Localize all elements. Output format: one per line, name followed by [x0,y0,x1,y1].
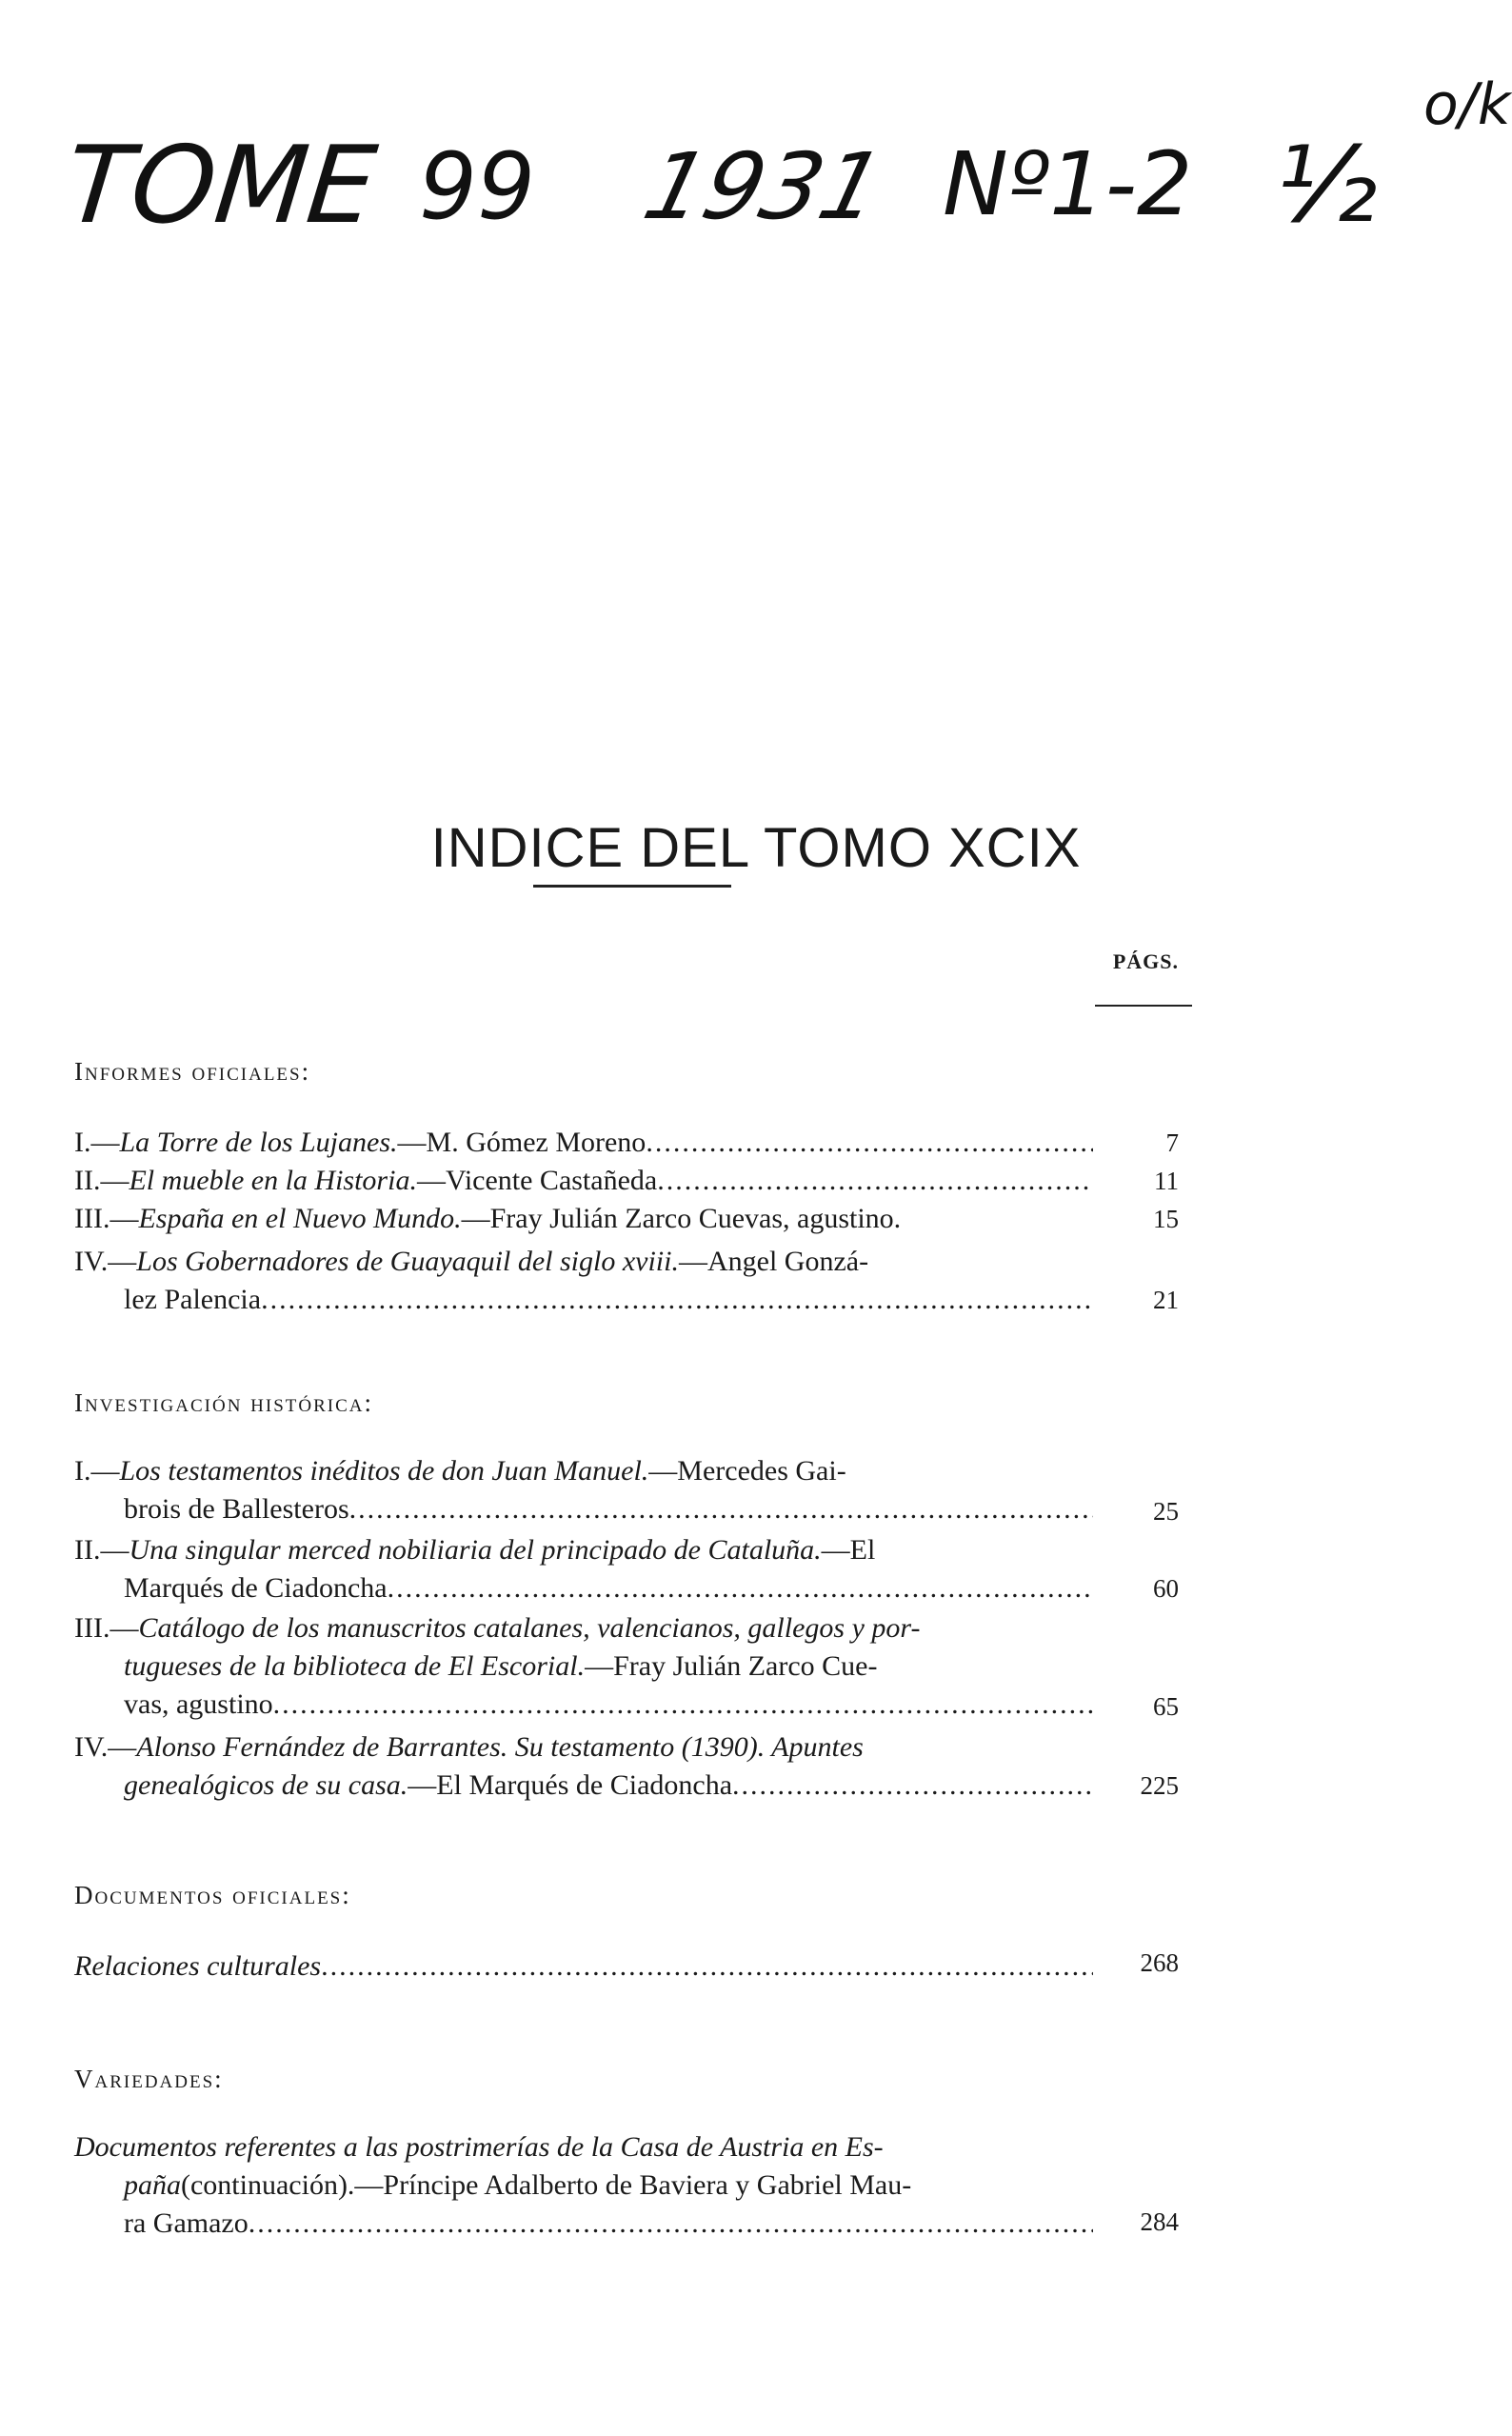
toc-entry: Relaciones culturales ..... 268 [74,1947,1179,1986]
toc-entry: Documentos referentes a las postrimerías de la Casa de Austria en Es- paña (continuación).—Príncipe Adalberto de Baviera y Gabriel Mau- ra Gamazo ..... 284 [74,2128,1179,2243]
toc-entry: II.— El mueble en la Historia. —Vicente Castañeda ..... 11 [74,1162,1179,1200]
toc-entry: IV.— Los Gobernadores de Guayaquil del siglo xviii. —Angel Gonzá- lez Palencia ..... 21 [74,1243,1179,1319]
section-heading: Informes oficiales: [74,1057,311,1086]
toc-entry: II.— Una singular merced nobiliaria del principado de Cataluña. —El Marqués de Ciadoncha ..... 60 [74,1531,1179,1607]
handwritten-volume: 99 [419,133,536,240]
toc-entry: I.— Los testamentos inéditos de don Juan Manuel. —Mercedes Gai- brois de Ballesteros ..... 25 [74,1452,1179,1528]
toc-entry: I.— La Torre de los Lujanes. —M. Gómez Moreno ..... 7 [74,1124,1179,1162]
toc-entry: III.— España en el Nuevo Mundo. —Fray Julián Zarco Cuevas, agustino. 15 [74,1200,1179,1238]
page-number: 21 [1153,1286,1179,1314]
handwritten-tome: TOME [60,124,382,248]
handwritten-year: 1931 [634,133,894,240]
section-heading: Documentos oficiales: [74,1881,351,1909]
handwritten-number: Nº1-2 [943,133,1193,235]
section-heading: Variedades: [74,2065,224,2093]
toc-entry: III.— Catálogo de los manuscritos catalanes, valencianos, gallegos y por- tugueses de la biblioteca de El Escorial. —Fray Julián Zarco Cue- vas, agustino ..... 65 [74,1609,1179,1724]
title-divider [533,885,731,888]
page-number: 284 [1140,2207,1179,2236]
handwritten-fraction: ½ [1276,124,1378,246]
pages-column-divider [1095,1005,1192,1007]
page-title: INDICE DEL TOMO XCIX [430,816,1082,879]
page-number: 7 [1165,1128,1179,1157]
page-number: 60 [1153,1574,1179,1603]
handwritten-annotation [57,71,1511,267]
handwritten-ok: o/k [1423,71,1511,138]
page-number: 268 [1140,1948,1179,1977]
section-heading: Investigación histórica: [74,1388,374,1417]
page-number: 225 [1140,1771,1179,1800]
page-number: 15 [1153,1205,1179,1233]
page-number: 65 [1153,1692,1179,1721]
page-number: 11 [1154,1167,1179,1195]
toc-entry: IV.— Alonso Fernández de Barrantes. Su testamento (1390). Apuntes genealógicos de su casa. —El Marqués de Ciadoncha ..... 225 [74,1728,1179,1805]
page-number: 25 [1153,1497,1179,1526]
pages-column-label: PÁGS. [1112,949,1179,973]
